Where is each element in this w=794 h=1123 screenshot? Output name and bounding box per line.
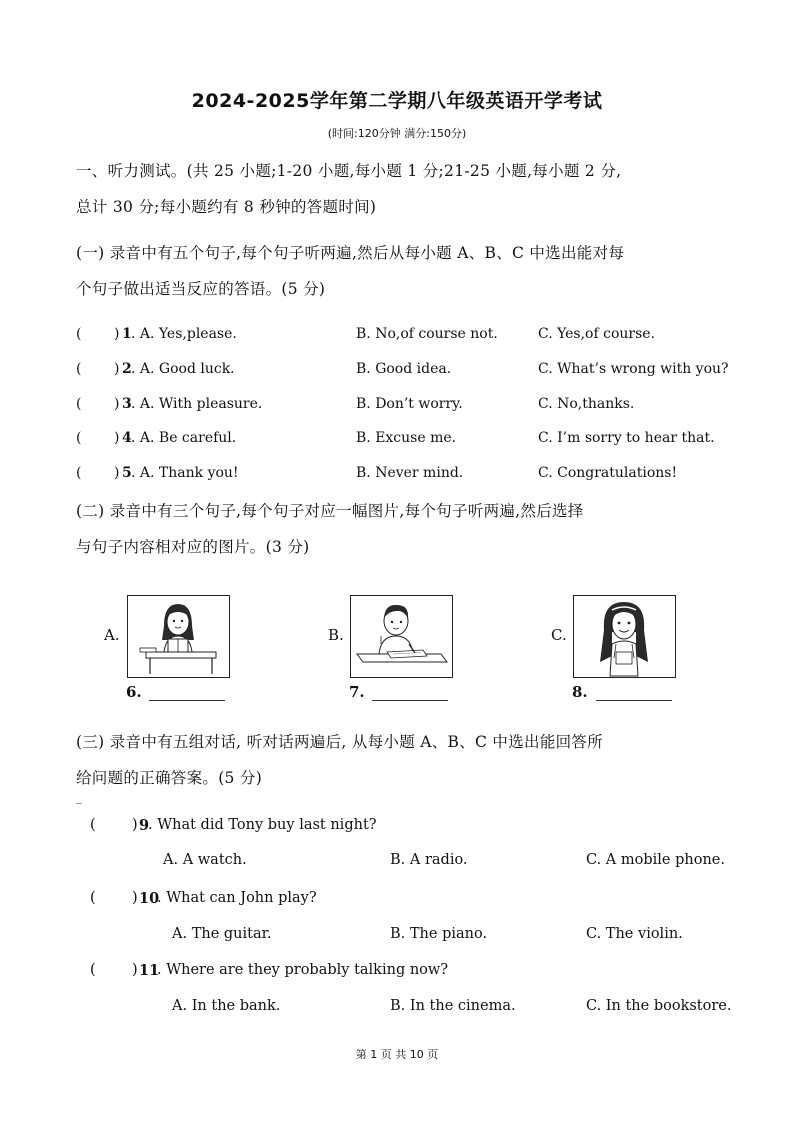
option-a: A. A watch. [163,852,247,868]
question-text: . What can John play? [157,890,317,906]
part1-instruction-line-2: 个句子做出适当反应的答语。(5 分) [76,280,326,298]
answer-paren-left: ( [76,465,82,481]
picture-b-label: B. [328,626,344,644]
option-b: B. Excuse me. [356,430,457,446]
option-a: . A. With pleasure. [131,396,263,412]
option-a: . A. Be careful. [131,430,237,446]
section-heading-line-2: 总计 30 分;每小题约有 8 秒钟的答题时间) [76,198,377,216]
question-row [76,396,736,420]
picture-a-label: A. [104,626,120,644]
answer-paren-right: ) [114,326,120,342]
question-row [90,817,730,841]
page-number-footer: 第 1 页 共 10 页 [355,1048,439,1061]
answer-paren-right: ) [132,817,138,833]
part3-instruction-line-1: (三) 录音中有五组对话, 听对话两遍后, 从每小题 A、B、C 中选出能回答所 [76,733,604,751]
answer-paren-right: ) [132,962,138,978]
part2-instruction-line-2: 与句子内容相对应的图片。(3 分) [76,538,310,556]
picture-a-girl-reading [127,595,230,678]
page-title: 2024-2025学年第二学期八年级英语开学考试 [191,90,603,112]
exam-time-score: (时间:120分钟 满分:150分) [327,127,467,140]
option-a: . A. Yes,please. [131,326,237,342]
question-row [90,962,730,986]
picture-a-number: 6. [126,683,142,701]
question-number: 4 [122,430,132,446]
picture-b-number: 7. [349,683,365,701]
option-c: C. I’m sorry to hear that. [538,430,715,446]
option-b: B. Don’t worry. [356,396,463,412]
picture-c-label: C. [551,626,567,644]
option-c: C. No,thanks. [538,396,635,412]
answer-paren-left: ( [90,817,96,833]
answer-paren-left: ( [90,890,96,906]
answer-paren-right: ) [114,361,120,377]
option-c: C. The violin. [586,926,683,942]
option-b: B. The piano. [390,926,488,942]
question-number: 10 [139,890,160,907]
option-a: A. In the bank. [172,998,281,1014]
section-heading-line-1: 一、听力测试。(共 25 小题;1-20 小题,每小题 1 分;21-25 小题,每小题 2 分, [76,162,622,180]
option-b: B. Good idea. [356,361,452,377]
option-a: . A. Good luck. [131,361,235,377]
option-b: B. No,of course not. [356,326,498,342]
question-number: 2 [122,361,132,377]
question-number: 9 [139,817,150,834]
answer-paren-left: ( [76,396,82,412]
boy-writing-illustration [351,596,452,677]
part1-instruction-line-1: (一) 录音中有五个句子,每个句子听两遍,然后从每小题 A、B、C 中选出能对每 [76,244,625,262]
picture-b-answer-blank[interactable] [372,700,448,701]
answer-paren-right: ) [114,396,120,412]
question-row [76,326,736,350]
question-row [90,890,730,914]
option-c: C. In the bookstore. [586,998,732,1014]
option-c: C. Yes,of course. [538,326,656,342]
option-c: C. A mobile phone. [586,852,725,868]
option-c: C. What’s wrong with you? [538,361,729,377]
picture-c-answer-blank[interactable] [596,700,672,701]
section-listening-heading [76,153,726,225]
question-text: . What did Tony buy last night? [148,817,377,833]
question-number: 1 [122,326,132,342]
question-text: . Where are they probably talking now? [157,962,449,978]
option-b: B. In the cinema. [390,998,516,1014]
option-a: . A. Thank you! [131,465,239,481]
smiling-girl-illustration [574,596,675,677]
question-number: 3 [122,396,132,412]
option-a: A. The guitar. [172,926,272,942]
question-row [76,361,736,385]
picture-b-boy-writing [350,595,453,678]
part1-instruction [76,235,726,307]
stray-mark [76,803,82,804]
question-number: 5 [122,465,132,481]
part3-instruction-line-2: 给问题的正确答案。(5 分) [76,769,263,787]
answer-paren-left: ( [76,430,82,446]
answer-paren-right: ) [132,890,138,906]
answer-paren-left: ( [90,962,96,978]
part2-instruction [76,493,726,565]
part2-instruction-line-1: (二) 录音中有三个句子,每个句子对应一幅图片,每个句子听两遍,然后选择 [76,502,584,520]
picture-a-answer-blank[interactable] [149,700,225,701]
question-row [76,465,736,489]
answer-paren-left: ( [76,361,82,377]
picture-c-smiling-girl [573,595,676,678]
part3-instruction [76,724,726,796]
picture-c-number: 8. [572,683,588,701]
answer-paren-right: ) [114,465,120,481]
answer-paren-right: ) [114,430,120,446]
question-number: 11 [139,962,160,979]
question-row [76,430,736,454]
option-c: C. Congratulations! [538,465,678,481]
girl-reading-illustration [128,596,229,677]
option-b: B. Never mind. [356,465,464,481]
answer-paren-left: ( [76,326,82,342]
option-b: B. A radio. [390,852,468,868]
